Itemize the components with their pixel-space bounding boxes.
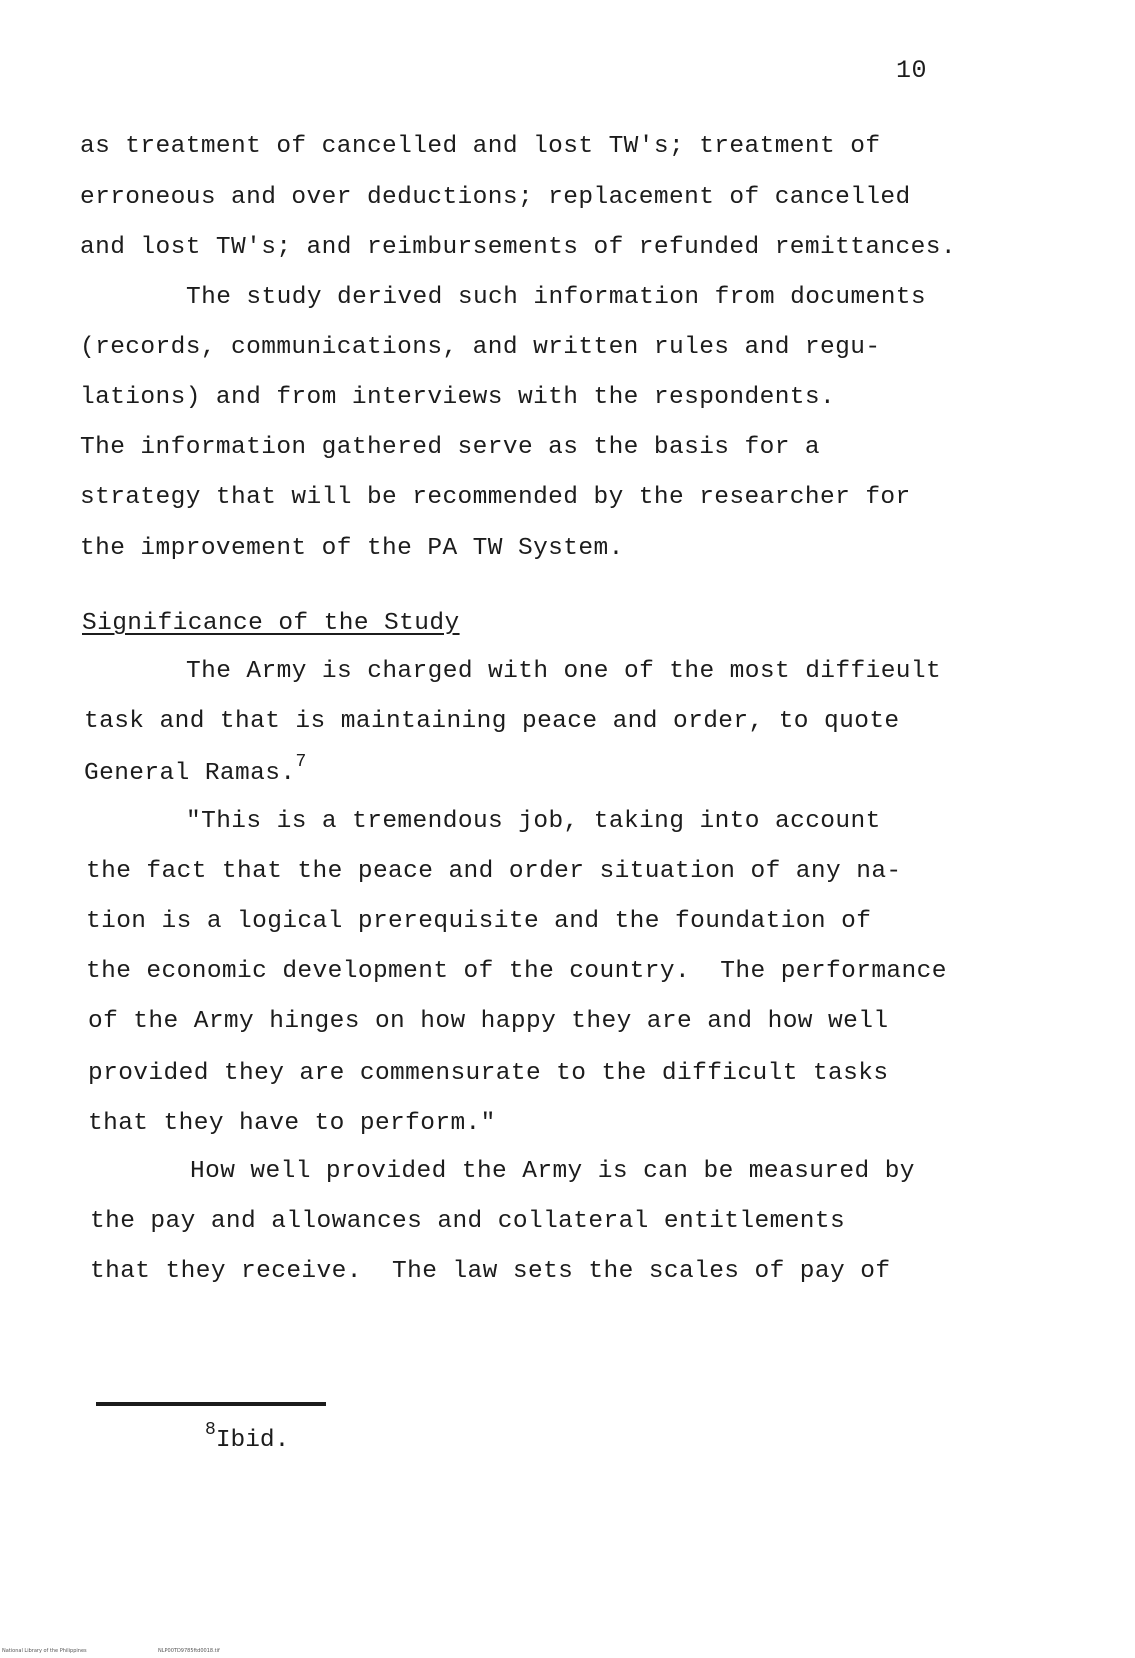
section-line: that they have to perform." bbox=[88, 1110, 496, 1137]
footnote-reference: 7 bbox=[295, 751, 307, 772]
footnote-marker: 8 bbox=[205, 1419, 216, 1440]
section-line-text: General Ramas. bbox=[84, 760, 296, 787]
footnote-text: Ibid. bbox=[215, 1427, 290, 1454]
page-number: 10 bbox=[896, 56, 928, 85]
section-line: "This is a tremendous job, taking into account bbox=[186, 808, 881, 835]
section-line: tion is a logical prerequisite and the foundation of bbox=[86, 908, 872, 935]
body-line: erroneous and over deductions; replacement of cancelled bbox=[80, 184, 911, 211]
section-line: provided they are commensurate to the difficult tasks bbox=[88, 1060, 889, 1087]
body-line: strategy that will be recommended by the researcher for bbox=[80, 484, 911, 511]
section-line bbox=[84, 751, 307, 787]
section-line: that they receive. The law sets the scales of pay of bbox=[90, 1258, 891, 1285]
file-id: NLP00TD9785ftd0018.tif bbox=[158, 1648, 220, 1654]
section-line: How well provided the Army is can be measured by bbox=[190, 1158, 915, 1185]
section-line: task and that is maintaining peace and order, to quote bbox=[84, 708, 900, 735]
footnote-rule bbox=[96, 1402, 326, 1406]
section-line: The Army is charged with one of the most diffieult bbox=[186, 658, 942, 685]
body-line: lations) and from interviews with the respondents. bbox=[80, 384, 836, 411]
body-line: and lost TW's; and reimbursements of refunded remittances. bbox=[80, 234, 956, 261]
library-credit: National Library of the Philippines bbox=[2, 1648, 87, 1654]
body-line: The study derived such information from documents bbox=[186, 284, 927, 311]
body-line: (records, communications, and written rules and regu- bbox=[80, 334, 881, 361]
body-line: The information gathered serve as the basis for a bbox=[80, 434, 821, 461]
section-line: the economic development of the country. The performance bbox=[86, 958, 947, 985]
footnote bbox=[205, 1419, 290, 1454]
body-line: the improvement of the PA TW System. bbox=[80, 535, 624, 562]
section-line: of the Army hinges on how happy they are and how well bbox=[88, 1008, 889, 1035]
section-line: the fact that the peace and order situation of any na- bbox=[86, 858, 902, 885]
body-line: as treatment of cancelled and lost TW's; treatment of bbox=[80, 133, 881, 160]
section-line: the pay and allowances and collateral entitlements bbox=[90, 1208, 846, 1235]
section-heading: Significance of the Study bbox=[82, 610, 460, 637]
